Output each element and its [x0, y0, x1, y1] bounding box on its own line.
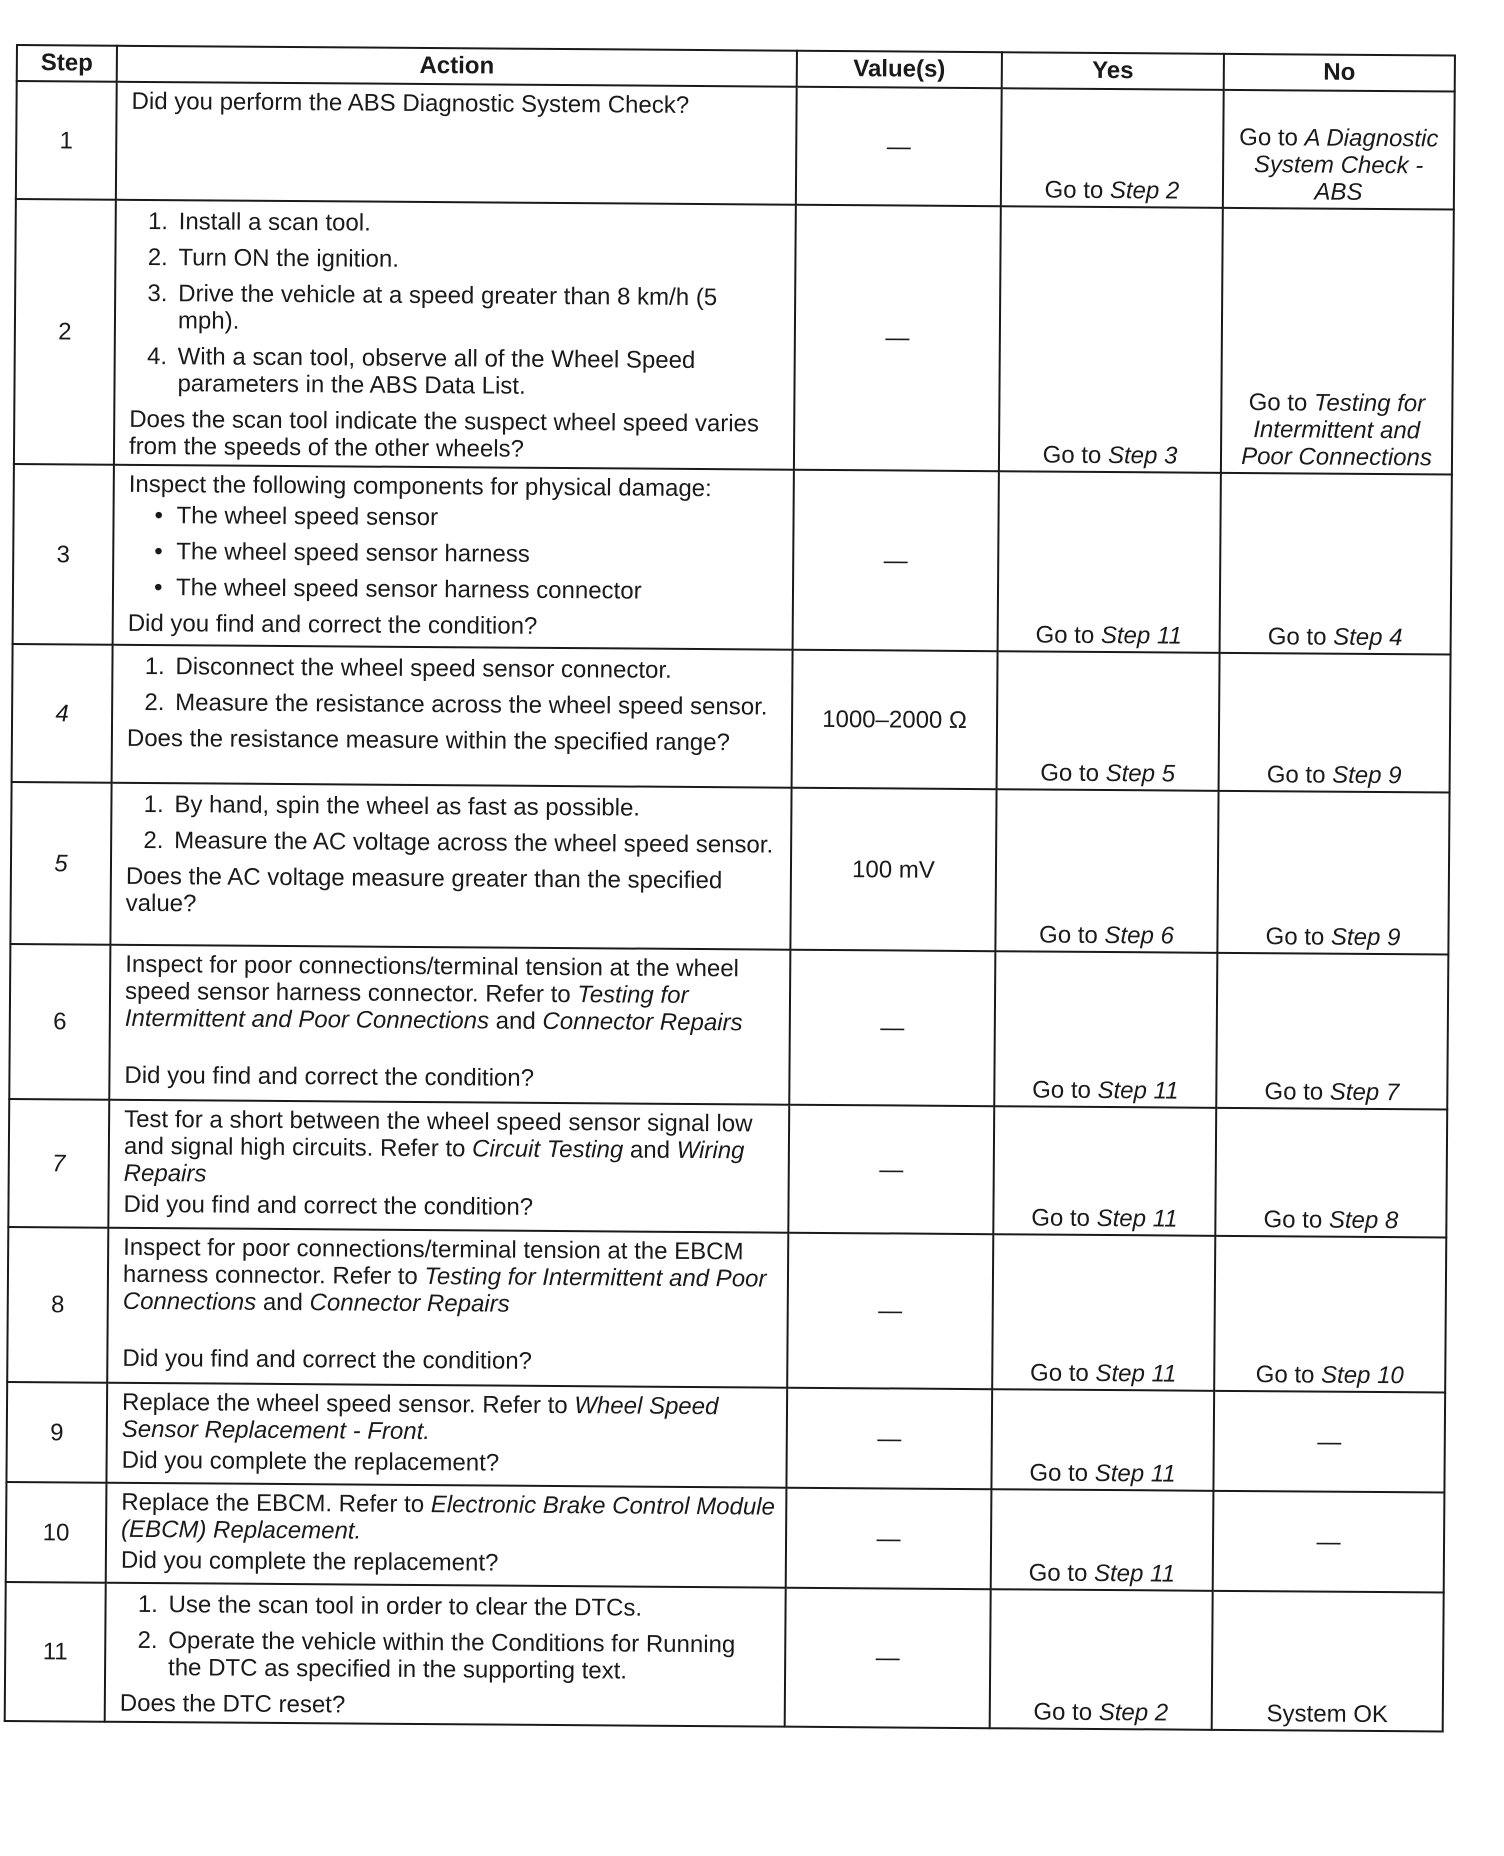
yes-target: Step 3 — [1107, 442, 1178, 470]
action-instruction — [123, 1234, 778, 1320]
step-number: 11 — [5, 1582, 106, 1722]
no-target: Step 8 — [1328, 1206, 1399, 1235]
table-row-step-7 — [8, 1099, 1447, 1238]
action-question: Does the DTC reset? — [119, 1689, 346, 1719]
substep-item: 1. Disconnect the wheel speed sensor connector. — [171, 653, 781, 684]
no-cell: System OK — [1212, 1591, 1444, 1732]
no-target: Step 4 — [1333, 623, 1403, 652]
table-row-step-6 — [9, 944, 1448, 1110]
yes-cell — [990, 1589, 1213, 1730]
action-question: Did you complete the replacement? — [121, 1446, 500, 1477]
table-row-step-3 — [13, 464, 1452, 655]
no-target: Step 10 — [1320, 1361, 1404, 1390]
no-cell: — — [1213, 1491, 1445, 1593]
reference-link: Wheel Speed Sensor Replacement - Front. — [121, 1392, 719, 1446]
action-cell — [109, 945, 790, 1105]
yes-prefix: Go to — [1031, 1204, 1097, 1232]
reference-link: Electronic Brake Control Module (EBCM) Replacement. — [121, 1491, 776, 1545]
yes-prefix: Go to — [1040, 759, 1106, 788]
no-cell — [1221, 208, 1454, 475]
action-question: Does the scan tool indicate the suspect wheel speed varies from the speeds of the other wheels? — [128, 405, 760, 463]
value-cell: 100 mV — [790, 788, 996, 951]
step-number: 6 — [9, 944, 110, 1100]
step-number — [8, 1099, 109, 1228]
value-cell: 1000–2000 Ω — [792, 650, 998, 789]
step-number-text: 7 — [52, 1149, 66, 1177]
yes-prefix: Go to — [1029, 1459, 1095, 1487]
action-instruction — [122, 1389, 776, 1448]
no-target: Step 9 — [1332, 761, 1402, 790]
yes-cell — [999, 206, 1223, 473]
yes-target: Step 6 — [1104, 922, 1174, 950]
yes-target: Step 11 — [1095, 1359, 1177, 1388]
no-prefix: Go to — [1265, 923, 1332, 951]
action-question: Does the AC voltage measure greater than the specified value? — [125, 862, 723, 918]
yes-target: Step 5 — [1105, 760, 1176, 788]
substep-item: 2. Measure the resistance across the wheel speed sensor. — [171, 689, 781, 720]
yes-cell — [991, 1489, 1214, 1591]
action-cell — [113, 465, 794, 650]
diagnostic-table — [4, 44, 1456, 1733]
yes-cell — [998, 471, 1221, 653]
no-prefix: Go to — [1263, 1206, 1329, 1234]
action-question: Does the resistance measure within the specified range? — [126, 724, 730, 757]
reference-link: Connector Repairs — [309, 1289, 510, 1318]
no-cell — [1217, 791, 1449, 955]
action-instruction — [125, 951, 780, 1037]
reference-link: Connector Repairs — [542, 1007, 743, 1037]
yes-prefix: Go to — [1028, 1559, 1095, 1587]
action-question: Did you complete the replacement? — [120, 1546, 499, 1577]
step-number: 3 — [13, 464, 114, 645]
instruction-text: Inspect for poor connections/terminal tension at the wheel speed sensor harness connector. Refer to — [124, 950, 740, 1009]
no-target: Step 7 — [1329, 1078, 1400, 1107]
header-step: Step — [17, 45, 117, 82]
reference-link: Wiring Repairs — [123, 1136, 745, 1188]
action-cell — [107, 1228, 788, 1388]
action-instruction — [124, 1106, 779, 1192]
no-cell — [1223, 90, 1455, 210]
yes-target: Step 2 — [1109, 177, 1180, 205]
action-cell — [108, 1100, 789, 1233]
header-action: Action — [117, 46, 797, 87]
substep-item: 2. Turn ON the ignition. — [174, 244, 784, 275]
table-row-step-9 — [6, 1382, 1445, 1493]
substep-list — [126, 791, 780, 859]
table-row-step-10 — [6, 1482, 1445, 1593]
substep-list — [120, 1591, 775, 1686]
no-prefix: Go to — [1239, 123, 1305, 152]
action-cell — [106, 1483, 787, 1588]
no-cell — [1220, 473, 1452, 655]
substep-list — [129, 208, 784, 402]
no-cell: — — [1213, 1391, 1445, 1493]
no-cell — [1214, 1236, 1446, 1393]
table-row-step-8 — [7, 1227, 1446, 1393]
component-item: • The wheel speed sensor — [176, 502, 782, 533]
conjunction-text: and — [623, 1136, 677, 1164]
step-number: 10 — [6, 1482, 107, 1583]
substep-item: 1. Install a scan tool. — [175, 208, 785, 239]
step-number — [12, 644, 113, 783]
yes-cell — [993, 1106, 1216, 1236]
conjunction-text: and — [256, 1288, 310, 1317]
no-prefix: Go to — [1264, 1078, 1330, 1106]
value-cell: — — [794, 205, 1001, 471]
yes-target: Step 2 — [1098, 1698, 1169, 1727]
substep-item: 2. Operate the vehicle within the Conditions for Running the DTC as specified in the supporting text. — [164, 1627, 774, 1685]
value-cell: — — [793, 470, 999, 651]
no-prefix: Go to — [1248, 389, 1315, 417]
yes-prefix: Go to — [1033, 1698, 1099, 1726]
step-number-text: 5 — [54, 849, 68, 877]
header-no: No — [1224, 54, 1455, 92]
step-number: 9 — [6, 1382, 107, 1483]
action-cell — [110, 783, 791, 950]
value-cell: — — [789, 950, 995, 1106]
yes-cell — [997, 651, 1220, 791]
no-prefix: Go to — [1255, 1361, 1322, 1389]
reference-link: Circuit Testing — [472, 1135, 624, 1164]
value-cell: — — [788, 1105, 994, 1234]
instruction-text: Replace the wheel speed sensor. Refer to — [121, 1388, 575, 1420]
action-instruction — [121, 1489, 775, 1548]
reference-link: Testing for Intermittent and Poor Connections — [124, 981, 689, 1035]
yes-target: Step 11 — [1096, 1204, 1178, 1233]
step-number-text: 4 — [55, 699, 69, 727]
yes-target: Step 11 — [1100, 621, 1182, 650]
yes-cell — [995, 789, 1218, 953]
component-list — [128, 502, 783, 606]
component-item: • The wheel speed sensor harness — [176, 538, 782, 569]
no-prefix: Go to — [1267, 623, 1334, 651]
table-row-step-2 — [14, 199, 1454, 475]
action-question: Did you find and correct the condition? — [127, 609, 538, 640]
table-row-step-5 — [10, 782, 1449, 955]
no-cell — [1216, 953, 1448, 1110]
yes-target: Step 11 — [1097, 1076, 1179, 1105]
no-cell — [1219, 653, 1451, 793]
instruction-text: Test for a short between the wheel speed sensor signal low and signal high circuits. Refer to — [123, 1105, 753, 1163]
substep-item: 1. By hand, spin the wheel as fast as possible. — [170, 791, 780, 822]
yes-prefix: Go to — [1030, 1359, 1096, 1387]
action-question: Did you find and correct the condition? — [124, 1061, 535, 1092]
table-row-step-4 — [12, 644, 1451, 793]
substep-item: 2. Measure the AC voltage across the wheel speed sensor. — [170, 827, 780, 858]
instruction-text: Inspect for poor connections/terminal tension at the EBCM harness connector. Refer to — [122, 1233, 744, 1291]
substep-list — [127, 653, 781, 721]
yes-prefix: Go to — [1035, 621, 1101, 649]
step-number — [10, 782, 111, 945]
step-number: 2 — [14, 199, 116, 465]
yes-target: Step 11 — [1093, 1559, 1176, 1588]
reference-link: Testing for Intermittent and Poor Connections — [122, 1263, 767, 1316]
no-prefix: Go to — [1266, 761, 1333, 789]
action-cell — [105, 1583, 786, 1727]
step-number: 1 — [16, 81, 117, 200]
step-number: 8 — [7, 1227, 108, 1383]
conjunction-text: and — [488, 1007, 543, 1035]
action-question: Did you find and correct the condition? — [123, 1190, 534, 1221]
value-cell: — — [796, 87, 1002, 206]
value-cell: — — [787, 1233, 993, 1389]
substep-item: 3. Drive the vehicle at a speed greater than 8 km/h (5 mph). — [174, 280, 784, 338]
yes-prefix: Go to — [1032, 1076, 1098, 1104]
yes-cell — [1001, 88, 1224, 208]
yes-cell — [992, 1234, 1215, 1391]
yes-prefix: Go to — [1042, 441, 1109, 470]
action-cell — [112, 645, 793, 788]
action-intro: Inspect the following components for physical damage: — [128, 470, 712, 503]
instruction-text: Replace the EBCM. Refer to — [121, 1488, 431, 1519]
value-cell: — — [786, 1488, 992, 1590]
action-cell — [106, 1383, 787, 1488]
header-values: Value(s) — [797, 51, 1002, 89]
action-cell — [114, 200, 796, 470]
no-target: Testing for Intermittent and Poor Connections — [1241, 389, 1432, 472]
value-cell: — — [786, 1388, 992, 1490]
yes-cell — [991, 1389, 1214, 1491]
table-row-step-11 — [5, 1582, 1444, 1732]
header-yes: Yes — [1002, 52, 1224, 90]
yes-cell — [994, 951, 1217, 1108]
action-cell — [116, 82, 797, 205]
table-row-step-1 — [16, 81, 1455, 210]
substep-item: 1. Use the scan tool in order to clear the DTCs. — [164, 1591, 774, 1622]
substep-item: 4. With a scan tool, observe all of the Wheel Speed parameters in the ABS Data List. — [173, 343, 783, 401]
component-item: • The wheel speed sensor harness connector — [176, 574, 782, 605]
value-cell: — — [785, 1588, 991, 1728]
yes-prefix: Go to — [1039, 921, 1105, 950]
action-question: Did you find and correct the condition? — [122, 1344, 533, 1375]
no-cell — [1215, 1108, 1447, 1238]
yes-prefix: Go to — [1044, 176, 1111, 205]
action-question: Did you perform the ABS Diagnostic System Check? — [131, 87, 690, 119]
no-target: Step 9 — [1330, 923, 1401, 952]
no-target: A Diagnostic System Check - ABS — [1253, 124, 1439, 206]
yes-target: Step 11 — [1094, 1459, 1176, 1488]
